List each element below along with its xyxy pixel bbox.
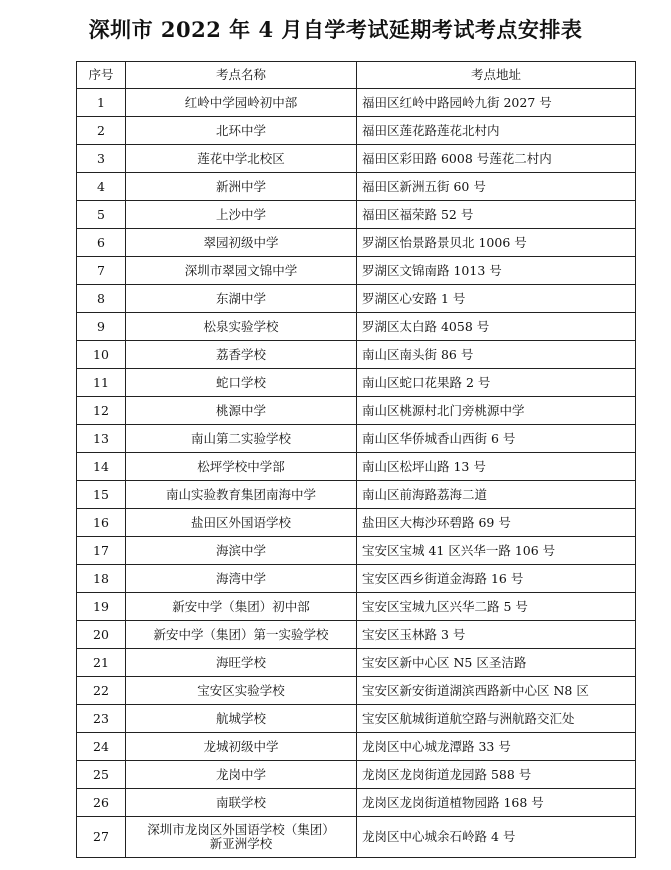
row-number: 20 [77,621,126,649]
venue-address: 罗湖区心安路 1 号 [357,285,636,313]
row-number: 18 [77,565,126,593]
venue-name: 荔香学校 [126,341,357,369]
table-row [77,565,636,593]
table-row [77,453,636,481]
table-row [77,621,636,649]
venue-address: 南山区南头街 86 号 [357,341,636,369]
row-number: 10 [77,341,126,369]
table-row [77,117,636,145]
table-row [77,677,636,705]
table-row [77,817,636,858]
row-number: 1 [77,89,126,117]
table-row [77,425,636,453]
header-venue-address: 考点地址 [357,62,636,89]
venue-name: 上沙中学 [126,201,357,229]
venue-address: 福田区新洲五街 60 号 [357,173,636,201]
venue-address: 龙岗区中心城余石岭路 4 号 [357,817,636,858]
exam-venue-table [76,61,636,858]
row-number: 14 [77,453,126,481]
row-number: 6 [77,229,126,257]
row-number: 26 [77,789,126,817]
venue-address: 宝安区宝城 41 区兴华一路 106 号 [357,537,636,565]
venue-address: 福田区红岭中路园岭九街 2027 号 [357,89,636,117]
venue-name: 深圳市翠园文锦中学 [126,257,357,285]
row-number: 17 [77,537,126,565]
venue-address: 宝安区新安街道湖滨西路新中心区 N8 区 [357,677,636,705]
table-row [77,89,636,117]
venue-name: 松坪学校中学部 [126,453,357,481]
row-number: 7 [77,257,126,285]
table-row [77,509,636,537]
venue-address: 龙岗区龙岗街道龙园路 588 号 [357,761,636,789]
venue-name: 龙岗中学 [126,761,357,789]
header-number: 序号 [77,62,126,89]
row-number: 19 [77,593,126,621]
row-number: 3 [77,145,126,173]
table-row [77,313,636,341]
venue-address: 宝安区西乡街道金海路 16 号 [357,565,636,593]
table-row [77,341,636,369]
venue-name: 盐田区外国语学校 [126,509,357,537]
row-number: 12 [77,397,126,425]
row-number: 21 [77,649,126,677]
row-number: 23 [77,705,126,733]
venue-name: 莲花中学北校区 [126,145,357,173]
venue-address: 福田区莲花路莲花北村内 [357,117,636,145]
table-row [77,537,636,565]
row-number: 2 [77,117,126,145]
row-number: 27 [77,817,126,858]
venue-address: 宝安区玉林路 3 号 [357,621,636,649]
venue-name: 南联学校 [126,789,357,817]
venue-name-line-2: 新亚洲学校 [209,836,273,851]
venue-name: 龙城初级中学 [126,733,357,761]
venue-address: 罗湖区怡景路景贝北 1006 号 [357,229,636,257]
row-number: 5 [77,201,126,229]
venue-address: 福田区福荣路 52 号 [357,201,636,229]
venue-name: 红岭中学园岭初中部 [126,89,357,117]
table-row [77,761,636,789]
row-number: 11 [77,369,126,397]
row-number: 22 [77,677,126,705]
venue-address: 龙岗区中心城龙潭路 33 号 [357,733,636,761]
table-row [77,145,636,173]
venue-address: 南山区蛇口花果路 2 号 [357,369,636,397]
venue-name: 海滨中学 [126,537,357,565]
venue-address: 罗湖区太白路 4058 号 [357,313,636,341]
row-number: 9 [77,313,126,341]
venue-address: 宝安区航城街道航空路与洲航路交汇处 [357,705,636,733]
table-row [77,789,636,817]
table-row [77,481,636,509]
row-number: 16 [77,509,126,537]
table-row [77,257,636,285]
row-number: 15 [77,481,126,509]
table-row [77,173,636,201]
row-number: 24 [77,733,126,761]
row-number: 13 [77,425,126,453]
venue-address: 宝安区宝城九区兴华二路 5 号 [357,593,636,621]
venue-address: 南山区松坪山路 13 号 [357,453,636,481]
venue-name: 海旺学校 [126,649,357,677]
venue-name: 桃源中学 [126,397,357,425]
venue-name: 新安中学（集团）初中部 [126,593,357,621]
table-row [77,201,636,229]
venue-name: 新洲中学 [126,173,357,201]
venue-address: 南山区前海路荔海二道 [357,481,636,509]
table-row [77,649,636,677]
venue-name: 航城学校 [126,705,357,733]
venue-address: 龙岗区龙岗街道植物园路 168 号 [357,789,636,817]
venue-address: 南山区桃源村北门旁桃源中学 [357,397,636,425]
table-row [77,229,636,257]
venue-name-line-1: 深圳市龙岗区外国语学校（集团） [147,822,335,837]
table-row [77,733,636,761]
page-title: 深圳市 2022 年 4 月自学考试延期考试考点安排表 [88,17,583,42]
venue-name: 南山实验教育集团南海中学 [126,481,357,509]
table-row [77,285,636,313]
venue-name: 松泉实验学校 [126,313,357,341]
table-row [77,593,636,621]
venue-name: 宝安区实验学校 [126,677,357,705]
venue-address: 南山区华侨城香山西街 6 号 [357,425,636,453]
table-row [77,705,636,733]
table-row [77,369,636,397]
row-number: 25 [77,761,126,789]
row-number: 8 [77,285,126,313]
venue-name [126,817,357,858]
venue-name: 海湾中学 [126,565,357,593]
venue-name: 蛇口学校 [126,369,357,397]
venue-address: 盐田区大梅沙环碧路 69 号 [357,509,636,537]
header-venue-name: 考点名称 [126,62,357,89]
venue-address: 罗湖区文锦南路 1013 号 [357,257,636,285]
row-number: 4 [77,173,126,201]
venue-address: 宝安区新中心区 N5 区圣洁路 [357,649,636,677]
venue-name: 北环中学 [126,117,357,145]
venue-name: 南山第二实验学校 [126,425,357,453]
venue-name: 东湖中学 [126,285,357,313]
venue-name: 新安中学（集团）第一实验学校 [126,621,357,649]
venue-name: 翠园初级中学 [126,229,357,257]
table-header-row [77,62,636,89]
venue-address: 福田区彩田路 6008 号莲花二村内 [357,145,636,173]
table-row [77,397,636,425]
